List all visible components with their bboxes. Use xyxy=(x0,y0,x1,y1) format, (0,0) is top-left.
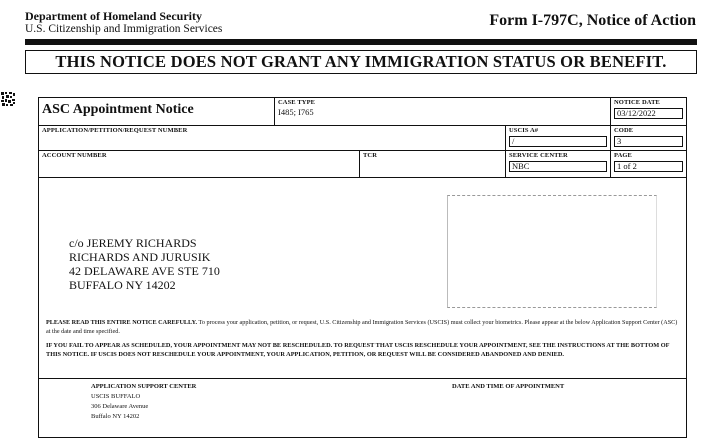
asc-location xyxy=(91,382,196,422)
page-cell xyxy=(610,151,686,177)
notice-date-label: NOTICE DATE xyxy=(614,99,660,106)
tcr-cell xyxy=(359,151,505,177)
service-center-cell xyxy=(505,151,610,177)
account-cell xyxy=(39,151,359,177)
account-label: ACCOUNT NUMBER xyxy=(42,152,107,159)
receipt-label: APPLICATION/PETITION/REQUEST NUMBER xyxy=(42,127,188,134)
form-title: Form I-797C, Notice of Action xyxy=(489,12,696,29)
section-divider xyxy=(39,378,686,379)
mailing-address xyxy=(69,236,220,292)
notice-banner: THIS NOTICE DOES NOT GRANT ANY IMMIGRATION STATUS OR BENEFIT. xyxy=(25,50,697,74)
asc-name: USCIS BUFFALO xyxy=(91,393,141,400)
return-address-window xyxy=(447,195,657,308)
tcr-label: TCR xyxy=(363,152,378,159)
page-value: 1 of 2 xyxy=(614,161,683,172)
address-line-4: BUFFALO NY 14202 xyxy=(69,278,176,292)
notice-title: ASC Appointment Notice xyxy=(42,102,194,117)
notice-date-cell xyxy=(610,98,686,125)
header-rule xyxy=(25,39,697,45)
instructions-emphasis: PLEASE READ THIS ENTIRE NOTICE CAREFULLY. xyxy=(46,319,198,326)
agency-name: U.S. Citizenship and Immigration Services xyxy=(25,23,223,35)
agency-header xyxy=(25,10,222,36)
case-type-value: I485; I765 xyxy=(278,107,314,117)
instructions-paragraph-2: IF YOU FAIL TO APPEAR AS SCHEDULED, YOUR APPOINTMENT MAY NOT BE RESCHEDULED. TO REQUEST THAT USCIS RESCHEDULE YOUR APPOINTMENT, SEE THE INSTRUCTIONS AT THE BOTTOM OF THIS NOTICE. IF USCIS DOES NOT RESCHEDULE YOUR APPOINTMENT, YOUR APPLICATION, PETITION, OR REQUEST WILL BE CONSIDERED ABANDONED AND DENIED. xyxy=(46,342,670,358)
code-value: 3 xyxy=(614,136,683,147)
notice-row-3 xyxy=(39,151,686,178)
code-cell xyxy=(610,126,686,150)
appointment-heading: DATE AND TIME OF APPOINTMENT xyxy=(452,383,565,390)
case-type-label: CASE TYPE xyxy=(278,99,316,106)
department-name: Department of Homeland Security xyxy=(25,9,202,23)
asc-street: 306 Delaware Avenue xyxy=(91,403,149,410)
notice-row-2 xyxy=(39,126,686,151)
uscis-cell xyxy=(505,126,610,150)
service-center-value: NBC xyxy=(509,161,607,172)
page-label: PAGE xyxy=(614,152,632,159)
notice-frame xyxy=(38,97,687,438)
asc-heading: APPLICATION SUPPORT CENTER xyxy=(91,383,197,390)
receipt-cell xyxy=(39,126,505,150)
address-line-2: RICHARDS AND JURUSIK xyxy=(69,250,211,264)
code-label: CODE xyxy=(614,127,634,134)
barcode-icon xyxy=(0,91,16,107)
notice-row-1 xyxy=(39,98,686,126)
service-center-label: SERVICE CENTER xyxy=(509,152,568,159)
uscis-label: USCIS A# xyxy=(509,127,539,134)
asc-city: Buffalo NY 14202 xyxy=(91,413,140,420)
instructions-text: To process your application, petition, or request, U.S. Citizenship and Immigration Services (USCIS) must collect your biometrics. Please appear at the below Application Support Center (ASC) at the date and time specified. xyxy=(46,319,678,335)
notice-title-cell xyxy=(39,98,274,125)
case-type-cell xyxy=(274,98,610,125)
address-line-1: c/o JEREMY RICHARDS xyxy=(69,236,197,250)
notice-date-value: 03/12/2022 xyxy=(614,108,683,119)
uscis-value: / xyxy=(509,136,607,147)
instructions-paragraph-1 xyxy=(46,319,682,336)
address-line-3: 42 DELAWARE AVE STE 710 xyxy=(69,264,220,278)
